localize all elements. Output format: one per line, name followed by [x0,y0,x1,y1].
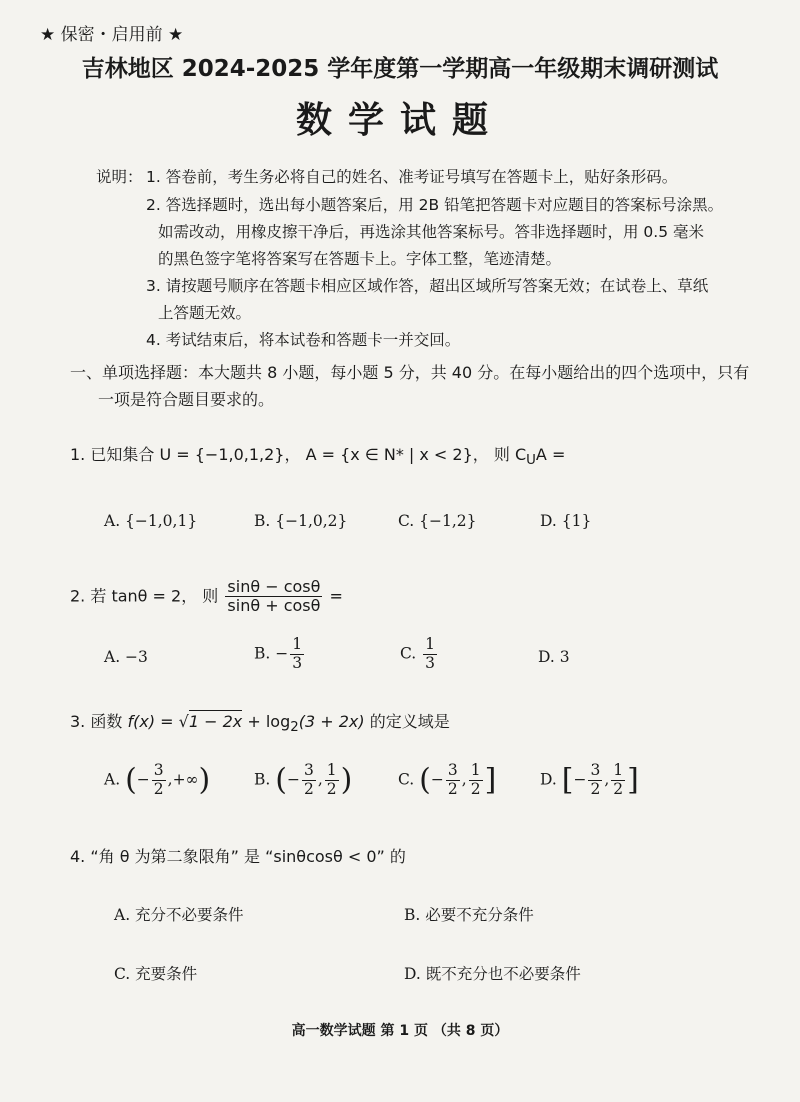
option-b: B. 必要不充分条件 [404,906,534,924]
fraction-denominator: 2 [153,779,164,798]
section-heading: 一、单项选择题：本大题共 8 小题，每小题 5 分，共 40 分。在每小题给出的四个选项中，只有 [70,363,750,382]
option-c: C. {−1,2} [398,512,477,530]
log-operator: + log [247,712,291,731]
instruction-line: 上答题无效。 [158,304,252,322]
subject-heading: 数学试题 [295,100,504,141]
right-bracket: ] [484,762,497,798]
fraction-denominator: 2 [447,779,458,798]
question-1 [70,442,565,468]
infinity: ,+∞ [167,770,199,789]
option-b: B. {−1,0,2} [254,512,348,530]
equals-sign: = [329,586,343,606]
option-d: D. 3 [538,648,570,666]
comma: , [604,770,610,789]
option-label: D. [540,770,557,789]
right-paren: ) [340,762,353,798]
fraction-denominator: 2 [326,779,337,798]
option-a: A. −3 [104,648,148,666]
complement-subscript: U [526,453,536,469]
fraction-denominator: 3 [425,653,436,672]
option-b [254,762,352,799]
fraction-denominator: 2 [303,779,314,798]
page-footer: 高一数学试题 第 1 页 （共 8 页） [291,1023,509,1039]
question-text-tail: A = [535,445,566,464]
question-text: 函数 [90,712,123,731]
question-number: 1. [70,445,86,464]
fraction [325,762,339,799]
instruction-line: 的黑色签字笔将答案写在答题卡上。字体工整，笔迹清楚。 [158,250,562,268]
question-number: 2. [70,586,86,606]
section-heading-cont: 一项是符合题目要求的。 [98,390,275,409]
option-a [104,762,210,799]
fraction-denominator: 3 [292,653,303,672]
exam-title: 吉林地区 2024-2025 学年度第一学期高一年级期末调研测试 [81,56,719,82]
option-label: A. [104,770,121,789]
right-paren: ) [198,762,211,798]
option-b [254,636,306,673]
fraction [469,762,483,799]
question-4 [70,844,406,867]
instructions-label: 说明： [96,168,143,186]
option-label: C. [398,770,415,789]
sqrt-symbol: √ [178,712,189,731]
left-paren: ( [275,762,287,798]
fraction-numerator: 3 [153,761,164,779]
question-text-tail: 的定义域是 [369,712,450,731]
option-label: C. [400,644,417,663]
option-d [540,762,639,799]
fraction [423,636,437,673]
fraction-denominator: sinθ + cosθ [227,596,321,616]
option-a: A. {−1,0,1} [104,512,198,530]
fraction-numerator: 3 [447,761,458,779]
question-number: 4. [70,847,86,866]
option-d: D. 既不充分也不必要条件 [404,965,581,983]
option-d: D. {1} [540,512,592,530]
option-c: C. 充要条件 [114,965,198,983]
left-paren: ( [419,762,431,798]
right-bracket: ] [627,762,639,798]
option-label: B. [254,644,271,663]
confidential-notice: ★ 保密・启用前 ★ [40,25,184,45]
fraction-denominator: 2 [613,779,624,798]
instruction-line: 4. 考试结束后，将本试卷和答题卡一并交回。 [146,331,461,349]
minus-sign: − [430,770,444,789]
radicand: 1 − 2x [188,712,243,731]
question-text: “角 θ 为第二象限角” 是 “sinθcosθ < 0” 的 [90,847,406,866]
fraction-numerator: 1 [326,761,337,779]
fraction [302,762,316,799]
fraction-numerator: 3 [590,761,601,779]
fraction-denominator: 2 [590,779,601,798]
option-label: B. [254,770,271,789]
fraction-numerator: sinθ − cosθ [227,577,321,596]
instruction-line: 如需改动，用橡皮擦干净后，再选涂其他答案标号。答非选择题时，用 0.5 毫米 [158,223,705,241]
instruction-line: 2. 答选择题时，选出每小题答案后，用 2B 铅笔把答题卡对应题目的答案标号涂黑。 [146,196,724,214]
fraction-expression [225,578,322,616]
log-argument: (3 + 2x) [298,712,365,731]
fraction-numerator: 3 [303,761,314,779]
log-base: 2 [290,720,299,736]
function-name: f(x) = [127,712,174,731]
instruction-line: 3. 请按题号顺序在答题卡相应区域作答，超出区域所写答案无效；在试卷上、草纸 [146,277,709,295]
fraction-numerator: 1 [425,635,436,653]
fraction [611,762,625,799]
fraction-numerator: 1 [292,635,303,653]
question-number: 3. [70,712,86,731]
fraction [290,636,304,673]
question-text: 已知集合 U = {−1,0,1,2}， A = {x ∈ N* | x < 2}， 则 C [90,445,527,464]
minus-sign: − [573,770,587,789]
comma: , [317,770,323,789]
fraction-numerator: 1 [613,761,624,779]
option-c [398,762,496,799]
instruction-line: 1. 答卷前，考生务必将自己的姓名、准考证号填写在答题卡上，贴好条形码。 [146,168,678,186]
option-c [400,636,439,673]
question-text: 若 tanθ = 2， 则 [90,586,219,606]
comma: , [461,770,467,789]
fraction [588,762,602,799]
fraction [446,762,460,799]
fraction-denominator: 2 [470,779,481,798]
left-paren: ( [125,762,137,798]
left-bracket: [ [561,762,574,798]
question-2 [70,578,343,616]
fraction-numerator: 1 [470,761,481,779]
fraction [152,762,166,799]
minus-sign: − [136,770,150,789]
minus-sign: − [286,770,300,789]
question-3 [70,709,450,735]
minus-sign: − [275,644,289,663]
option-a: A. 充分不必要条件 [114,906,244,924]
